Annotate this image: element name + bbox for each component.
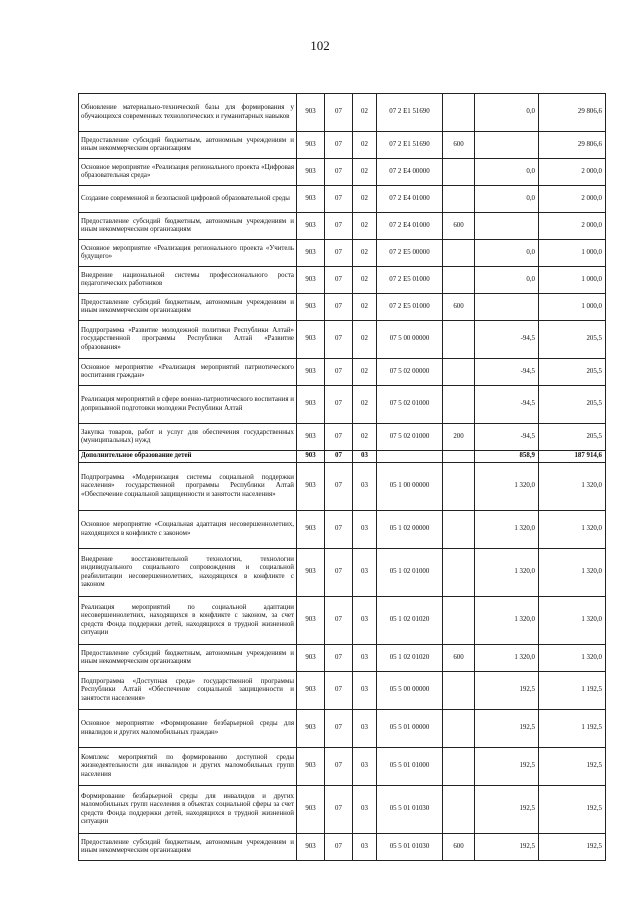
- target-article-code: 05 5 00 00000: [377, 672, 443, 710]
- row-name: Предоставление субсидий бюджетным, автономным учреждениям и иным некоммерческим организациям: [79, 132, 297, 159]
- table-row: [79, 549, 606, 597]
- total-amount: 1 320,0: [539, 549, 606, 597]
- subsection-code: 02: [353, 94, 377, 132]
- section-code: 07: [325, 451, 353, 463]
- ministry-code: 903: [297, 132, 325, 159]
- table-row: [79, 463, 606, 511]
- row-name: Внедрение национальной системы профессионального роста педагогических работников: [79, 267, 297, 294]
- total-amount: 1 000,0: [539, 294, 606, 321]
- total-amount: 187 914,6: [539, 451, 606, 463]
- subsection-code: 02: [353, 159, 377, 186]
- subsection-code: 02: [353, 294, 377, 321]
- ministry-code: 903: [297, 834, 325, 861]
- table-row: [79, 240, 606, 267]
- table-row: [79, 511, 606, 549]
- total-amount: 1 192,5: [539, 672, 606, 710]
- target-article-code: 07 2 E4 01000: [377, 186, 443, 213]
- section-code: 07: [325, 213, 353, 240]
- subsection-code: 03: [353, 748, 377, 786]
- target-article-code: 07 5 00 00000: [377, 321, 443, 359]
- change-amount: -94,5: [475, 321, 539, 359]
- section-code: 07: [325, 597, 353, 645]
- table-row: [79, 451, 606, 463]
- expense-type-code: [443, 359, 475, 386]
- change-amount: 1 320,0: [475, 463, 539, 511]
- expense-type-code: 600: [443, 294, 475, 321]
- section-code: 07: [325, 386, 353, 424]
- change-amount: 192,5: [475, 786, 539, 834]
- target-article-code: 07 2 E4 00000: [377, 159, 443, 186]
- total-amount: 192,5: [539, 786, 606, 834]
- ministry-code: 903: [297, 213, 325, 240]
- expense-type-code: [443, 451, 475, 463]
- section-code: 07: [325, 463, 353, 511]
- change-amount: 1 320,0: [475, 597, 539, 645]
- section-code: 07: [325, 549, 353, 597]
- table-row: [79, 213, 606, 240]
- table-row: [79, 645, 606, 672]
- table-row: [79, 386, 606, 424]
- expense-type-code: [443, 511, 475, 549]
- ministry-code: 903: [297, 451, 325, 463]
- change-amount: 0,0: [475, 240, 539, 267]
- change-amount: 0,0: [475, 159, 539, 186]
- section-code: 07: [325, 321, 353, 359]
- row-name: Основное мероприятие «Реализация регионального проекта «Учитель будущего»: [79, 240, 297, 267]
- ministry-code: 903: [297, 94, 325, 132]
- total-amount: 205,5: [539, 386, 606, 424]
- subsection-code: 02: [353, 321, 377, 359]
- table-row: [79, 267, 606, 294]
- subsection-code: 02: [353, 424, 377, 451]
- ministry-code: 903: [297, 710, 325, 748]
- row-name: Дополнительное образование детей: [79, 451, 297, 463]
- target-article-code: 05 1 02 00000: [377, 511, 443, 549]
- expense-type-code: [443, 267, 475, 294]
- total-amount: 1 000,0: [539, 267, 606, 294]
- target-article-code: 07 2 E5 01000: [377, 267, 443, 294]
- total-amount: 2 000,0: [539, 213, 606, 240]
- expense-type-code: 600: [443, 645, 475, 672]
- section-code: 07: [325, 748, 353, 786]
- change-amount: 1 320,0: [475, 549, 539, 597]
- section-code: 07: [325, 786, 353, 834]
- target-article-code: 05 5 01 01000: [377, 748, 443, 786]
- subsection-code: 02: [353, 359, 377, 386]
- change-amount: 1 320,0: [475, 511, 539, 549]
- change-amount: -94,5: [475, 424, 539, 451]
- ministry-code: 903: [297, 386, 325, 424]
- subsection-code: 02: [353, 267, 377, 294]
- expense-type-code: [443, 597, 475, 645]
- table-row: [79, 359, 606, 386]
- subsection-code: 02: [353, 240, 377, 267]
- row-name: Комплекс мероприятий по формированию доступной среды жизнедеятельности для инвалидов и других маломобильных групп населения: [79, 748, 297, 786]
- section-code: 07: [325, 834, 353, 861]
- row-name: Подпрограмма «Доступная среда» государственной программы Республики Алтай «Обеспечение социальной защищенности и занятости населения»: [79, 672, 297, 710]
- table-row: [79, 424, 606, 451]
- table-row: [79, 672, 606, 710]
- subsection-code: 03: [353, 451, 377, 463]
- expense-type-code: [443, 786, 475, 834]
- target-article-code: 05 1 00 00000: [377, 463, 443, 511]
- target-article-code: 07 5 02 01000: [377, 386, 443, 424]
- table-row: [79, 94, 606, 132]
- ministry-code: 903: [297, 267, 325, 294]
- ministry-code: 903: [297, 748, 325, 786]
- expense-type-code: [443, 321, 475, 359]
- table-row: [79, 786, 606, 834]
- change-amount: -94,5: [475, 386, 539, 424]
- expense-type-code: [443, 549, 475, 597]
- change-amount: [475, 294, 539, 321]
- target-article-code: 07 2 E1 51690: [377, 94, 443, 132]
- change-amount: 858,9: [475, 451, 539, 463]
- subsection-code: 03: [353, 597, 377, 645]
- table-row: [79, 186, 606, 213]
- target-article-code: 05 1 02 01020: [377, 645, 443, 672]
- total-amount: 205,5: [539, 424, 606, 451]
- row-name: Подпрограмма «Развитие молодежной политики Республики Алтай» государственной программы Республики Алтай «Развитие образования»: [79, 321, 297, 359]
- expense-type-code: [443, 710, 475, 748]
- row-name: Основное мероприятие «Социальная адаптация несовершеннолетних, находящихся в конфликте с законом»: [79, 511, 297, 549]
- row-name: Основное мероприятие «Реализация мероприятий патриотического воспитания граждан»: [79, 359, 297, 386]
- target-article-code: 07 2 E5 00000: [377, 240, 443, 267]
- target-article-code: [377, 451, 443, 463]
- section-code: 07: [325, 240, 353, 267]
- target-article-code: 07 5 02 01000: [377, 424, 443, 451]
- row-name: Реализация мероприятий по социальной адаптации несовершеннолетних, находящихся в конфликте с законом, за счет средств Фонда поддержки детей, находящихся в трудной жизненной ситуации: [79, 597, 297, 645]
- ministry-code: 903: [297, 672, 325, 710]
- ministry-code: 903: [297, 645, 325, 672]
- row-name: Основное мероприятие «Формирование безбарьерной среды для инвалидов и других маломобильных граждан»: [79, 710, 297, 748]
- total-amount: 1 320,0: [539, 511, 606, 549]
- row-name: Предоставление субсидий бюджетным, автономным учреждениям и иным некоммерческим организациям: [79, 294, 297, 321]
- row-name: Реализация мероприятий в сфере военно-патриотического воспитания и допризывной подготовки молодежи Республики Алтай: [79, 386, 297, 424]
- section-code: 07: [325, 424, 353, 451]
- subsection-code: 03: [353, 710, 377, 748]
- table-row: [79, 321, 606, 359]
- table-row: [79, 834, 606, 861]
- row-name: Внедрение восстановительной технологии, технологии индивидуального социального сопровождения и социальной реабилитации несовершеннолетних, находящихся в конфликте с законом: [79, 549, 297, 597]
- total-amount: 29 806,6: [539, 132, 606, 159]
- ministry-code: 903: [297, 424, 325, 451]
- total-amount: 2 000,0: [539, 159, 606, 186]
- ministry-code: 903: [297, 359, 325, 386]
- target-article-code: 05 1 02 01000: [377, 549, 443, 597]
- total-amount: 1 320,0: [539, 597, 606, 645]
- ministry-code: 903: [297, 786, 325, 834]
- expense-type-code: [443, 186, 475, 213]
- row-name: Обновление материально-технической базы для формирования у обучающихся современных технологических и гуманитарных навыков: [79, 94, 297, 132]
- change-amount: 192,5: [475, 748, 539, 786]
- section-code: 07: [325, 672, 353, 710]
- total-amount: 1 192,5: [539, 710, 606, 748]
- total-amount: 1 320,0: [539, 645, 606, 672]
- change-amount: 192,5: [475, 710, 539, 748]
- ministry-code: 903: [297, 294, 325, 321]
- target-article-code: 07 2 E1 51690: [377, 132, 443, 159]
- section-code: 07: [325, 645, 353, 672]
- change-amount: 0,0: [475, 186, 539, 213]
- ministry-code: 903: [297, 240, 325, 267]
- change-amount: 192,5: [475, 672, 539, 710]
- row-name: Основное мероприятие «Реализация регионального проекта «Цифровая образовательная среда»: [79, 159, 297, 186]
- target-article-code: 05 5 01 01030: [377, 834, 443, 861]
- budget-table: [78, 93, 606, 861]
- change-amount: 0,0: [475, 267, 539, 294]
- table-row: [79, 597, 606, 645]
- expense-type-code: [443, 386, 475, 424]
- total-amount: 192,5: [539, 748, 606, 786]
- section-code: 07: [325, 710, 353, 748]
- target-article-code: 05 5 01 00000: [377, 710, 443, 748]
- ministry-code: 903: [297, 511, 325, 549]
- section-code: 07: [325, 267, 353, 294]
- table-row: [79, 748, 606, 786]
- row-name: Подпрограмма «Модернизация системы социальной поддержки населения» государственной программы Республики Алтай «Обеспечение социальной защищенности и занятости населения»: [79, 463, 297, 511]
- subsection-code: 02: [353, 186, 377, 213]
- target-article-code: 05 1 02 01020: [377, 597, 443, 645]
- target-article-code: 07 5 02 00000: [377, 359, 443, 386]
- subsection-code: 03: [353, 672, 377, 710]
- ministry-code: 903: [297, 597, 325, 645]
- expense-type-code: 600: [443, 834, 475, 861]
- row-name: Создание современной и безопасной цифровой образовательной среды: [79, 186, 297, 213]
- change-amount: 0,0: [475, 94, 539, 132]
- row-name: Предоставление субсидий бюджетным, автономным учреждениям и иным некоммерческим организациям: [79, 213, 297, 240]
- table-row: [79, 710, 606, 748]
- change-amount: 1 320,0: [475, 645, 539, 672]
- expense-type-code: [443, 159, 475, 186]
- page-number: 102: [310, 38, 330, 53]
- section-code: 07: [325, 159, 353, 186]
- ministry-code: 903: [297, 321, 325, 359]
- section-code: 07: [325, 186, 353, 213]
- subsection-code: 03: [353, 645, 377, 672]
- total-amount: 1 000,0: [539, 240, 606, 267]
- subsection-code: 03: [353, 511, 377, 549]
- row-name: Предоставление субсидий бюджетным, автономным учреждениям и иным некоммерческим организациям: [79, 834, 297, 861]
- ministry-code: 903: [297, 159, 325, 186]
- expense-type-code: 200: [443, 424, 475, 451]
- subsection-code: 02: [353, 386, 377, 424]
- expense-type-code: [443, 748, 475, 786]
- target-article-code: 07 2 E5 01000: [377, 294, 443, 321]
- row-name: Формирование безбарьерной среды для инвалидов и других маломобильных групп населения в объектах социальной сферы за счет средств Фонда поддержки детей, находящихся в трудной жизненной ситуации: [79, 786, 297, 834]
- total-amount: 205,5: [539, 359, 606, 386]
- target-article-code: 05 5 01 01030: [377, 786, 443, 834]
- table-row: [79, 132, 606, 159]
- total-amount: 29 806,6: [539, 94, 606, 132]
- ministry-code: 903: [297, 549, 325, 597]
- expense-type-code: [443, 240, 475, 267]
- section-code: 07: [325, 132, 353, 159]
- table-row: [79, 294, 606, 321]
- subsection-code: 03: [353, 463, 377, 511]
- subsection-code: 03: [353, 786, 377, 834]
- total-amount: 2 000,0: [539, 186, 606, 213]
- total-amount: 205,5: [539, 321, 606, 359]
- ministry-code: 903: [297, 463, 325, 511]
- change-amount: [475, 132, 539, 159]
- subsection-code: 03: [353, 834, 377, 861]
- section-code: 07: [325, 359, 353, 386]
- table-row: [79, 159, 606, 186]
- expense-type-code: 600: [443, 213, 475, 240]
- ministry-code: 903: [297, 186, 325, 213]
- expense-type-code: [443, 463, 475, 511]
- total-amount: 192,5: [539, 834, 606, 861]
- expense-type-code: 600: [443, 132, 475, 159]
- row-name: Закупка товаров, работ и услуг для обеспечения государственных (муниципальных) нужд: [79, 424, 297, 451]
- change-amount: -94,5: [475, 359, 539, 386]
- section-code: 07: [325, 294, 353, 321]
- section-code: 07: [325, 94, 353, 132]
- section-code: 07: [325, 511, 353, 549]
- change-amount: [475, 213, 539, 240]
- total-amount: 1 320,0: [539, 463, 606, 511]
- target-article-code: 07 2 E4 01000: [377, 213, 443, 240]
- row-name: Предоставление субсидий бюджетным, автономным учреждениям и иным некоммерческим организациям: [79, 645, 297, 672]
- subsection-code: 02: [353, 132, 377, 159]
- expense-type-code: [443, 94, 475, 132]
- subsection-code: 02: [353, 213, 377, 240]
- expense-type-code: [443, 672, 475, 710]
- change-amount: 192,5: [475, 834, 539, 861]
- subsection-code: 03: [353, 549, 377, 597]
